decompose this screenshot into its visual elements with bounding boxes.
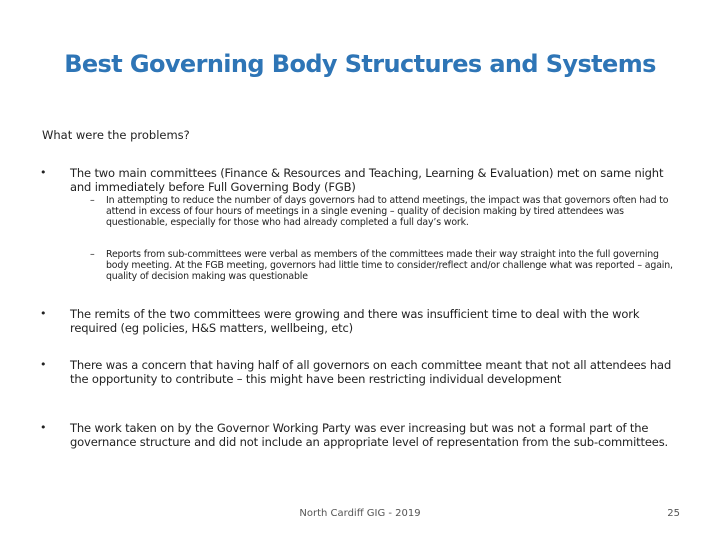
bullet-text: The two main committees (Finance & Resources and Teaching, Learning & Evaluation) met on same night and immediately before Full Governing Body (FGB) bbox=[70, 166, 664, 195]
bullet-icon: • bbox=[40, 358, 47, 371]
sub-bullet-text: In attempting to reduce the number of days governors had to attend meetings, the impact was that governors often had to attend in excess of four hours of meetings in a single evening – quality of decision making by tired attendees was questionable, especially for those who had already completed a full day’s work. bbox=[106, 195, 669, 228]
intro-text: What were the problems? bbox=[42, 128, 190, 142]
bullet-text: The work taken on by the Governor Working Party was ever increasing but was not a formal part of the governance structure and did not include an appropriate level of representation from the sub-committees. bbox=[70, 421, 669, 450]
bullet-item-4 bbox=[40, 421, 680, 450]
sub-bullet-text: Reports from sub-committees were verbal as members of the committees made their way straight into the full governing body meeting. At the FGB meeting, governors had little time to consider/reflect and/or challenge what was reported – again, quality of decision making was questionable bbox=[106, 249, 673, 282]
bullet-text: The remits of the two committees were growing and there was insufficient time to deal with the work required (eg policies, H&S matters, wellbeing, etc) bbox=[70, 307, 640, 336]
bullet-item-2 bbox=[40, 307, 680, 336]
bullet-icon: • bbox=[40, 421, 47, 434]
dash-icon: – bbox=[90, 249, 95, 260]
sub-bullet-item-2 bbox=[90, 250, 682, 282]
slide-title: Best Governing Body Structures and Systems bbox=[64, 50, 656, 78]
dash-icon: – bbox=[90, 195, 95, 206]
bullet-text: There was a concern that having half of all governors on each committee meant that not all attendees had the opportunity to contribute – this might have been restricting individual development bbox=[70, 358, 672, 387]
sub-bullet-item-1 bbox=[90, 196, 682, 228]
bullet-icon: • bbox=[40, 166, 47, 179]
bullet-icon: • bbox=[40, 307, 47, 320]
bullet-item-3 bbox=[40, 358, 680, 387]
slide-footer: North Cardiff GIG - 2019 bbox=[299, 508, 421, 519]
bullet-item-1 bbox=[40, 166, 680, 195]
page-number: 25 bbox=[667, 508, 680, 519]
